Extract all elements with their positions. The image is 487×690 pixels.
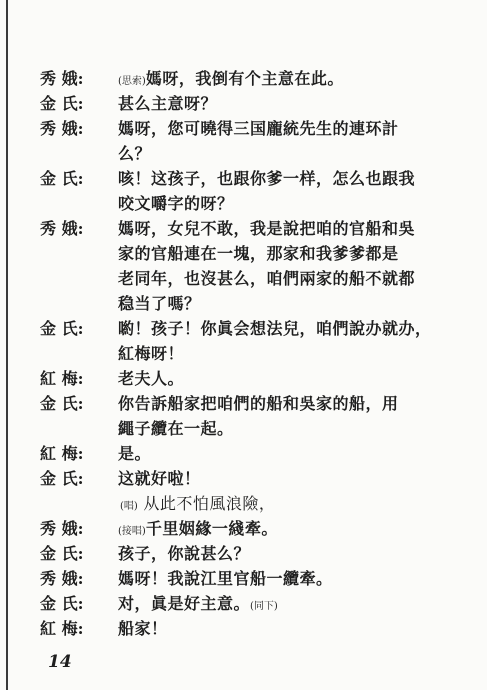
dialogue-continuation — [40, 416, 460, 441]
dialogue-line — [40, 566, 460, 591]
dialogue-text — [118, 516, 278, 544]
dialogue-continuation — [40, 266, 460, 291]
dialogue-text: 紅梅呀！ — [118, 344, 185, 363]
dialogue-text: 稳当了嗎？ — [118, 294, 201, 313]
dialogue-continuation — [40, 341, 460, 366]
dialogue-text: 老同年，也沒甚么，咱們兩家的船不就都 — [118, 269, 416, 288]
dialogue-text: 繩子纜在一起。 — [118, 419, 234, 438]
dialogue-line — [40, 91, 460, 116]
dialogue-line — [40, 466, 460, 491]
dialogue-words: 千里姻緣一綫牽。 — [145, 519, 278, 538]
dialogue-text: 么？ — [118, 144, 152, 163]
speaker-name: 金 氏: — [40, 469, 84, 488]
speaker-name: 秀 娥: — [40, 569, 84, 588]
speaker-name: 紅 梅: — [40, 369, 84, 388]
script-dialogue — [40, 66, 460, 641]
dialogue-line — [40, 366, 460, 391]
dialogue-line — [40, 66, 460, 91]
dialogue-text — [118, 591, 278, 619]
stage-direction: (唱) — [120, 501, 138, 512]
stage-direction: (接唱) — [118, 526, 146, 537]
speaker-name: 金 氏: — [40, 544, 84, 563]
dialogue-text: 家的官船連在一塊，那家和我爹爹都是 — [118, 244, 399, 263]
speaker-name: 秀 娥: — [40, 69, 84, 88]
speaker-name: 秀 娥: — [40, 219, 84, 238]
dialogue-words: 从此不怕風浪險， — [143, 494, 276, 513]
dialogue-line — [40, 591, 460, 616]
dialogue-text: 媽呀，您可曉得三国龐統先生的連环計 — [118, 119, 399, 138]
dialogue-text: 是。 — [118, 444, 152, 463]
dialogue-line — [40, 441, 460, 466]
speaker-name: 秀 娥: — [40, 119, 84, 138]
speaker-name: 紅 梅: — [40, 619, 84, 638]
speaker-name: 金 氏: — [40, 394, 84, 413]
dialogue-text: 喲！孩子！你眞会想法兒，咱們說办就办， — [118, 319, 432, 338]
dialogue-line — [40, 616, 460, 641]
dialogue-text: 咳！这孩子，也跟你爹一样，怎么也跟我 — [118, 169, 416, 188]
sung-line — [40, 491, 460, 516]
dialogue-text: 孩子，你說甚么？ — [118, 544, 251, 563]
dialogue-line — [40, 166, 460, 191]
dialogue-line — [40, 216, 460, 241]
dialogue-continuation — [40, 191, 460, 216]
speaker-name: 金 氏: — [40, 169, 84, 188]
dialogue-words: 对，眞是好主意。 — [118, 594, 251, 613]
dialogue-continuation — [40, 141, 460, 166]
dialogue-text: 甚么主意呀？ — [118, 94, 218, 113]
dialogue-continuation — [40, 291, 460, 316]
dialogue-text: 咬文嚼字的呀？ — [118, 194, 234, 213]
speaker-name: 秀 娥: — [40, 519, 84, 538]
dialogue-text: 媽呀，女兒不敢，我是說把咱的官船和吳 — [118, 219, 416, 238]
stage-direction: (思索) — [118, 76, 146, 87]
scan-edge-line — [6, 0, 8, 690]
dialogue-text: 船家！ — [118, 619, 168, 638]
speaker-name: 金 氏: — [40, 594, 84, 613]
dialogue-text: 你告訴船家把咱們的船和吳家的船，用 — [118, 394, 399, 413]
dialogue-line — [40, 316, 460, 341]
dialogue-words: 媽呀，我倒有个主意在此。 — [145, 69, 344, 88]
speaker-name: 金 氏: — [40, 319, 84, 338]
dialogue-text: 这就好啦！ — [118, 469, 201, 488]
dialogue-text — [118, 66, 344, 94]
stage-direction: (同下) — [250, 601, 278, 612]
speaker-name: 紅 梅: — [40, 444, 84, 463]
dialogue-line — [40, 391, 460, 416]
speaker-name: 金 氏: — [40, 94, 84, 113]
dialogue-continuation — [40, 241, 460, 266]
dialogue-text: 媽呀！我說江里官船一纜牽。 — [118, 569, 333, 588]
dialogue-line — [40, 541, 460, 566]
dialogue-line — [40, 516, 460, 541]
dialogue-text — [120, 491, 275, 519]
page-number: 14 — [48, 652, 72, 672]
dialogue-line — [40, 116, 460, 141]
dialogue-text: 老夫人。 — [118, 369, 185, 388]
